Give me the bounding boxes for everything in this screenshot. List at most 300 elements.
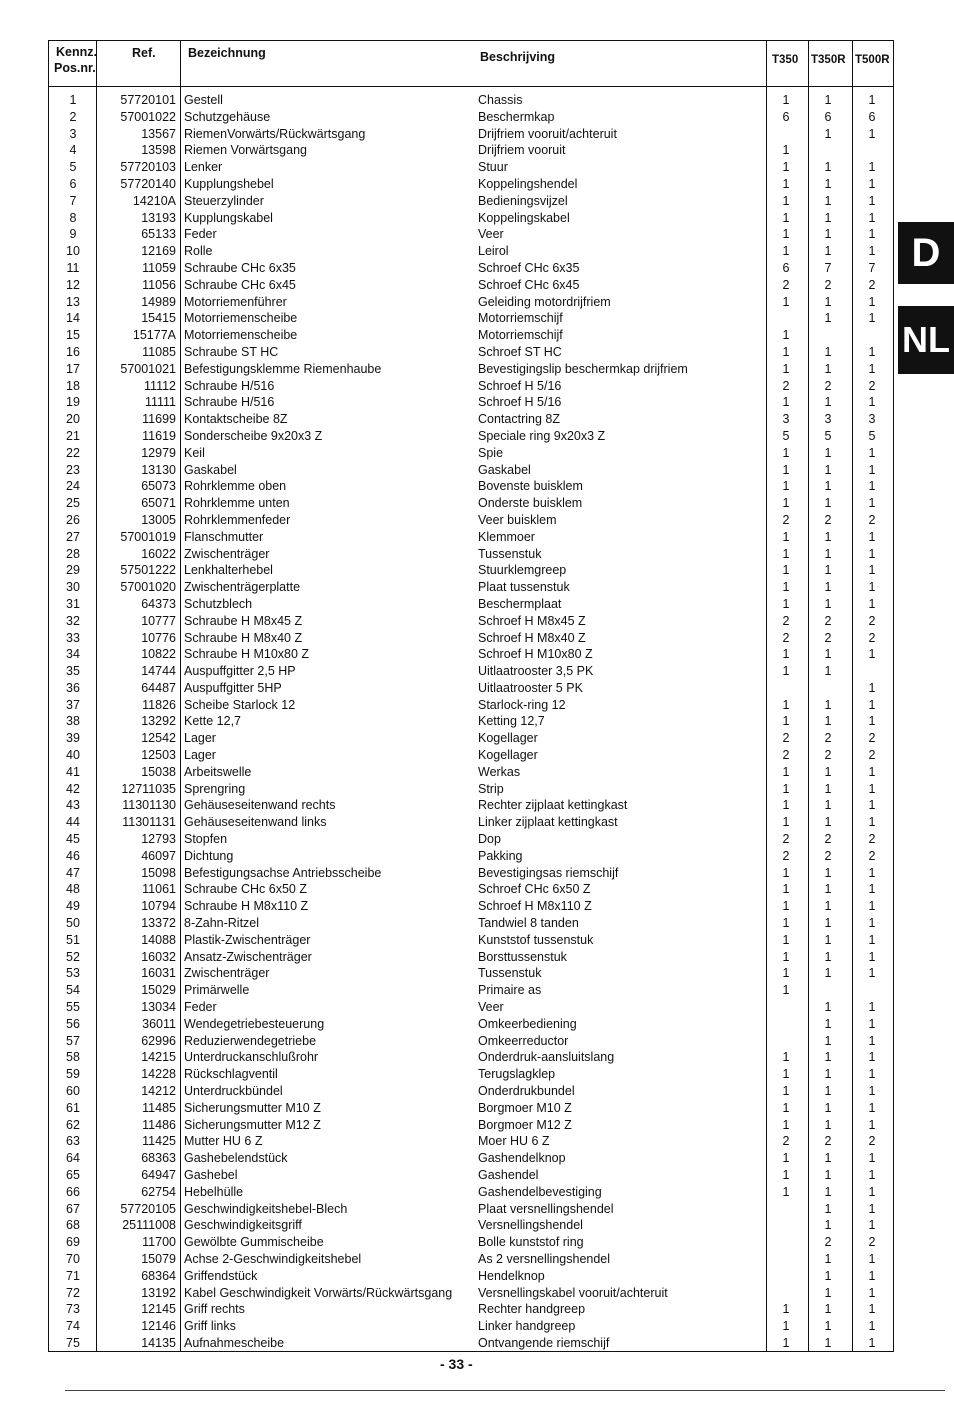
cell-ref: 68364 [141,1268,176,1283]
cell-t350r: 1 [824,1285,832,1300]
cell-ref: 13567 [141,126,176,141]
cell-pos: 60 [66,1084,80,1099]
cell-pos: 63 [66,1134,80,1149]
table-row [48,1285,894,1302]
cell-pos: 73 [66,1302,80,1317]
cell-beschrijving: Koppelingskabel [478,210,570,225]
cell-beschrijving: Speciale ring 9x20x3 Z [478,428,606,443]
cell-ref: 13598 [141,143,176,158]
cell-beschrijving: Onderdruk-aansluitslang [478,1050,615,1065]
cell-t500r: 1 [868,361,876,376]
cell-t350r: 2 [824,1235,832,1250]
cell-t500r: 1 [868,781,876,796]
cell-pos: 56 [66,1016,80,1031]
cell-t350r: 2 [824,731,832,746]
cell-ref: 10777 [141,613,176,628]
table-row [48,277,894,294]
table-row [48,92,894,109]
cell-t350r: 1 [824,1151,832,1166]
table-row [48,730,894,747]
cell-t500r: 6 [868,109,876,124]
cell-t350: 1 [782,496,790,511]
cell-ref: 11619 [142,428,176,443]
cell-pos: 57 [66,1033,80,1048]
cell-t350: 1 [782,160,790,175]
cell-ref: 12979 [141,445,176,460]
cell-ref: 11301131 [122,815,176,830]
cell-pos: 15 [66,328,80,343]
cell-t500r: 1 [868,227,876,242]
table-row [48,529,894,546]
cell-t350r: 1 [824,1100,832,1115]
cell-ref: 57720105 [120,1201,176,1216]
cell-beschrijving: Stuurklemgreep [478,563,567,578]
cell-t350: 1 [782,664,790,679]
cell-ref: 11061 [142,882,176,897]
cell-pos: 48 [66,882,80,897]
table-row [48,445,894,462]
cell-pos: 24 [66,479,80,494]
cell-t350: 2 [782,512,790,527]
cell-pos: 6 [69,176,77,191]
cell-pos: 51 [66,932,80,947]
cell-t350r: 1 [824,210,832,225]
cell-t350: 1 [782,865,790,880]
cell-t500r: 1 [868,1168,876,1182]
cell-t350r: 1 [824,1268,832,1283]
cell-ref: 13130 [141,462,176,477]
cell-t500r: 1 [868,93,876,107]
cell-ref: 12793 [141,832,176,847]
table-row [48,1100,894,1117]
cell-pos: 69 [66,1235,80,1250]
cell-bezeichnung: Schraube H/516 [184,395,275,410]
cell-t350: 2 [782,731,790,746]
cell-pos: 14 [66,311,80,326]
cell-t500r: 1 [868,1067,876,1082]
table-row [48,159,894,176]
cell-t350: 1 [782,1100,790,1115]
cell-ref: 11699 [142,412,176,427]
cell-pos: 38 [66,714,80,729]
cell-ref: 14228 [141,1067,176,1082]
cell-t500r: 2 [868,630,876,645]
cell-t350: 2 [782,832,790,847]
cell-pos: 26 [66,512,80,527]
header-posnr: Pos.nr. [54,61,96,75]
cell-t350: 2 [782,630,790,645]
cell-beschrijving: Bolle kunststof ring [478,1235,584,1250]
cell-bezeichnung: Gashebel [184,1168,238,1182]
cell-t350: 6 [782,109,790,124]
cell-t500r: 2 [868,848,876,863]
cell-ref: 12146 [141,1319,176,1334]
cell-beschrijving: Starlock-ring 12 [478,697,566,712]
cell-ref: 46097 [141,848,176,863]
cell-pos: 46 [66,848,80,863]
cell-ref: 14215 [141,1050,176,1065]
table-row [48,764,894,781]
cell-bezeichnung: Lenkhalterhebel [184,563,273,578]
cell-t500r: 1 [868,596,876,611]
cell-bezeichnung: 8-Zahn-Ritzel [184,916,260,931]
cell-beschrijving: Schroef H 5/16 [478,378,562,393]
cell-t350r: 1 [824,1319,832,1334]
cell-t350: 1 [782,193,790,208]
cell-t350: 2 [782,378,790,393]
table-row [48,865,894,882]
cell-bezeichnung: Lenker [184,160,223,175]
cell-pos: 71 [66,1268,80,1283]
cell-bezeichnung: Unterdruckbündel [184,1084,283,1099]
cell-ref: 11826 [142,697,176,712]
cell-bezeichnung: Zwischenträger [184,966,270,981]
table-row [48,797,894,814]
cell-t350: 1 [782,966,790,981]
cell-pos: 75 [66,1335,80,1350]
cell-t500r: 1 [868,311,876,326]
table-row [48,1201,894,1218]
cell-beschrijving: Pakking [478,848,523,863]
table-row [48,344,894,361]
cell-t350r: 1 [824,1016,832,1031]
cell-t500r: 1 [868,176,876,191]
cell-bezeichnung: Kupplungshebel [184,176,274,191]
cell-pos: 17 [66,361,80,376]
cell-t350: 1 [782,294,790,309]
cell-bezeichnung: Dichtung [184,848,234,863]
cell-t350r: 1 [824,798,832,813]
cell-t350: 1 [782,899,790,914]
cell-pos: 40 [66,748,80,763]
cell-t350: 2 [782,748,790,763]
cell-t350r: 1 [824,546,832,561]
cell-t350r: 1 [824,1302,832,1317]
cell-ref: 11425 [142,1134,176,1149]
cell-pos: 16 [66,344,80,359]
table-row [48,546,894,563]
cell-t350: 1 [782,210,790,225]
cell-t350r: 1 [824,1335,832,1350]
cell-t350r: 5 [824,428,832,443]
cell-pos: 33 [66,630,80,645]
cell-t350: 1 [782,764,790,779]
table-row [48,226,894,243]
cell-t500r: 1 [868,1033,876,1048]
cell-t500r: 1 [868,949,876,964]
table-row [48,294,894,311]
cell-ref: 57001019 [120,529,176,544]
cell-bezeichnung: Sprengring [184,781,246,796]
cell-beschrijving: Bovenste buisklem [478,479,583,494]
cell-t350: 2 [782,277,790,292]
cell-t350r: 1 [824,1067,832,1082]
cell-t350: 1 [782,479,790,494]
cell-beschrijving: Borsttussenstuk [478,949,567,964]
cell-beschrijving: Ontvangende riemschijf [478,1335,610,1350]
cell-bezeichnung: Gestell [184,93,223,107]
cell-t350r: 1 [824,1168,832,1182]
cell-beschrijving: Schroef ST HC [478,344,562,359]
cell-ref: 13292 [141,714,176,729]
cell-ref: 62996 [141,1033,176,1048]
cell-t350r: 1 [824,311,832,326]
cell-pos: 37 [66,697,80,712]
cell-pos: 23 [66,462,80,477]
cell-pos: 41 [66,764,80,779]
cell-beschrijving: As 2 versnellingshendel [478,1251,611,1266]
cell-t350: 1 [782,1084,790,1099]
cell-ref: 14088 [141,932,176,947]
cell-t500r: 1 [868,815,876,830]
cell-t500r: 1 [868,546,876,561]
cell-pos: 28 [66,546,80,561]
cell-bezeichnung: Gashebelendstück [184,1151,288,1166]
cell-beschrijving: Veer [478,227,504,242]
cell-t500r: 1 [868,344,876,359]
cell-t500r: 2 [868,1134,876,1149]
table-row [48,999,894,1016]
language-tab-nl: NL [898,306,954,374]
cell-pos: 36 [66,680,80,695]
cell-t350: 1 [782,1168,790,1182]
cell-beschrijving: Linker zijplaat kettingkast [478,815,618,830]
cell-t350: 1 [782,647,790,662]
cell-pos: 68 [66,1218,80,1233]
cell-t350: 1 [782,227,790,242]
table-row [48,1117,894,1134]
cell-t500r: 2 [868,731,876,746]
table-row [48,713,894,730]
cell-beschrijving: Schroef CHc 6x45 [478,277,580,292]
table-row [48,814,894,831]
cell-t500r: 1 [868,1084,876,1099]
cell-t500r: 1 [868,764,876,779]
cell-beschrijving: Geleiding motordrijfriem [478,294,611,309]
header-kennz: Kennz. [56,45,97,59]
cell-t350r: 2 [824,1134,832,1149]
header-bezeichnung: Bezeichnung [188,46,266,60]
cell-t500r: 1 [868,865,876,880]
cell-t500r: 1 [868,798,876,813]
cell-bezeichnung: Sicherungsmutter M10 Z [184,1100,321,1115]
cell-t350r: 1 [824,647,832,662]
cell-pos: 19 [66,395,80,410]
table-row [48,680,894,697]
cell-ref: 11700 [142,1235,176,1250]
cell-ref: 12169 [141,244,176,259]
cell-t500r: 3 [868,412,876,427]
cell-bezeichnung: Befestigungsklemme Riemenhaube [184,361,382,376]
cell-bezeichnung: Unterdruckanschlußrohr [184,1050,319,1065]
cell-ref: 15415 [141,311,176,326]
table-row [48,193,894,210]
cell-bezeichnung: Primärwelle [184,983,250,998]
cell-t350: 1 [782,1302,790,1317]
cell-t350r: 1 [824,176,832,191]
cell-beschrijving: Gashendelbevestiging [478,1184,602,1199]
cell-bezeichnung: Gehäuseseitenwand links [184,815,327,830]
cell-t350r: 1 [824,781,832,796]
cell-beschrijving: Tussenstuk [478,546,542,561]
cell-t350: 1 [782,244,790,259]
table-row [48,1150,894,1167]
cell-beschrijving: Gaskabel [478,462,531,477]
cell-t350r: 2 [824,512,832,527]
cell-beschrijving: Gashendel [478,1168,539,1182]
header-ref: Ref. [132,46,156,60]
cell-t350: 1 [782,361,790,376]
cell-beschrijving: Uitlaatrooster 3,5 PK [478,664,594,679]
cell-t350: 2 [782,613,790,628]
cell-beschrijving: Strip [478,781,504,796]
cell-t500r: 1 [868,1335,876,1350]
cell-bezeichnung: Hebelhülle [184,1184,244,1199]
table-row [48,142,894,159]
cell-t500r: 1 [868,1016,876,1031]
cell-pos: 32 [66,613,80,628]
cell-pos: 58 [66,1050,80,1065]
cell-pos: 31 [66,596,80,611]
cell-pos: 59 [66,1067,80,1082]
cell-bezeichnung: Lager [184,731,216,746]
table-row [48,462,894,479]
cell-ref: 11485 [142,1100,176,1115]
cell-beschrijving: Tandwiel 8 tanden [478,916,579,931]
cell-bezeichnung: Schraube H M8x45 Z [184,613,303,628]
cell-t500r: 1 [868,1319,876,1334]
cell-bezeichnung: Zwischenträger [184,546,270,561]
table-row [48,781,894,798]
table-row [48,613,894,630]
cell-pos: 42 [66,781,80,796]
cell-t350r: 1 [824,1201,832,1216]
cell-t350: 1 [782,882,790,897]
cell-pos: 55 [66,1000,80,1015]
cell-bezeichnung: Auspuffgitter 5HP [184,680,282,695]
cell-bezeichnung: Kabel Geschwindigkeit Vorwärts/Rückwärtsgang [184,1285,453,1300]
cell-t350r: 1 [824,966,832,981]
cell-beschrijving: Chassis [478,93,523,107]
table-row [48,881,894,898]
table-body [48,92,894,1352]
cell-beschrijving: Motorriemschijf [478,311,563,326]
table-row [48,1016,894,1033]
table-row [48,361,894,378]
cell-pos: 13 [66,294,80,309]
cell-t500r: 1 [868,479,876,494]
cell-beschrijving: Bedieningsvijzel [478,193,568,208]
cell-bezeichnung: Sonderscheibe 9x20x3 Z [184,428,323,443]
table-row [48,1083,894,1100]
cell-bezeichnung: Lager [184,748,216,763]
cell-t350: 1 [782,176,790,191]
cell-t500r: 1 [868,160,876,175]
cell-t500r: 1 [868,580,876,595]
cell-t350r: 2 [824,277,832,292]
cell-bezeichnung: Gehäuseseitenwand rechts [184,798,336,813]
cell-beschrijving: Spie [478,445,504,460]
cell-t350r: 1 [824,445,832,460]
cell-bezeichnung: Schraube H M10x80 Z [184,647,310,662]
cell-t350r: 2 [824,832,832,847]
table-row [48,596,894,613]
cell-bezeichnung: Wendegetriebesteuerung [184,1016,325,1031]
cell-t350: 2 [782,1134,790,1149]
cell-t500r: 2 [868,1235,876,1250]
cell-bezeichnung: Motorriemenscheibe [184,328,298,343]
header-divider [48,86,894,87]
cell-t500r: 1 [868,932,876,947]
cell-beschrijving: Contactring 8Z [478,412,560,427]
cell-t350: 1 [782,344,790,359]
cell-pos: 74 [66,1319,80,1334]
cell-bezeichnung: Schutzblech [184,596,253,611]
cell-bezeichnung: Arbeitswelle [184,764,252,779]
cell-ref: 15098 [141,865,176,880]
cell-t350r: 1 [824,462,832,477]
cell-bezeichnung: Griff links [184,1319,236,1334]
cell-t500r: 2 [868,613,876,628]
cell-beschrijving: Borgmoer M12 Z [478,1117,572,1132]
table-row [48,831,894,848]
cell-t500r: 1 [868,210,876,225]
cell-bezeichnung: Aufnahmescheibe [184,1335,285,1350]
cell-ref: 13193 [141,210,176,225]
cell-bezeichnung: Motorriemenscheibe [184,311,298,326]
cell-beschrijving: Omkeerbediening [478,1016,577,1031]
cell-pos: 70 [66,1251,80,1266]
cell-ref: 11112 [144,378,176,393]
cell-bezeichnung: Sicherungsmutter M12 Z [184,1117,321,1132]
table-row [48,1251,894,1268]
table-row [48,1217,894,1234]
cell-ref: 11486 [142,1117,176,1132]
cell-ref: 10776 [141,630,176,645]
cell-t350: 1 [782,916,790,931]
cell-t500r: 5 [868,428,876,443]
cell-t500r: 1 [868,529,876,544]
cell-t500r: 1 [868,1201,876,1216]
table-row [48,663,894,680]
cell-t350r: 6 [824,109,832,124]
cell-bezeichnung: Scheibe Starlock 12 [184,697,296,712]
cell-t500r: 1 [868,1285,876,1300]
cell-pos: 11 [66,260,80,275]
cell-t350: 1 [782,563,790,578]
cell-t350: 1 [782,1319,790,1334]
cell-t350r: 1 [824,1033,832,1048]
cell-beschrijving: Schroef H M10x80 Z [478,647,593,662]
cell-pos: 25 [66,496,80,511]
cell-t500r: 1 [868,1302,876,1317]
cell-bezeichnung: Geschwindigkeitshebel-Blech [184,1201,348,1216]
cell-t350: 1 [782,949,790,964]
cell-t350r: 1 [824,193,832,208]
cell-t350r: 1 [824,916,832,931]
cell-t500r: 1 [868,126,876,141]
cell-pos: 61 [66,1100,80,1115]
cell-t500r: 1 [868,1251,876,1266]
cell-beschrijving: Plaat tussenstuk [478,580,570,595]
cell-pos: 21 [66,428,80,443]
cell-pos: 5 [69,160,77,175]
cell-t350r: 1 [824,664,832,679]
cell-t350r: 1 [824,361,832,376]
cell-t350r: 1 [824,160,832,175]
cell-ref: 68363 [141,1151,176,1166]
cell-t350r: 1 [824,563,832,578]
